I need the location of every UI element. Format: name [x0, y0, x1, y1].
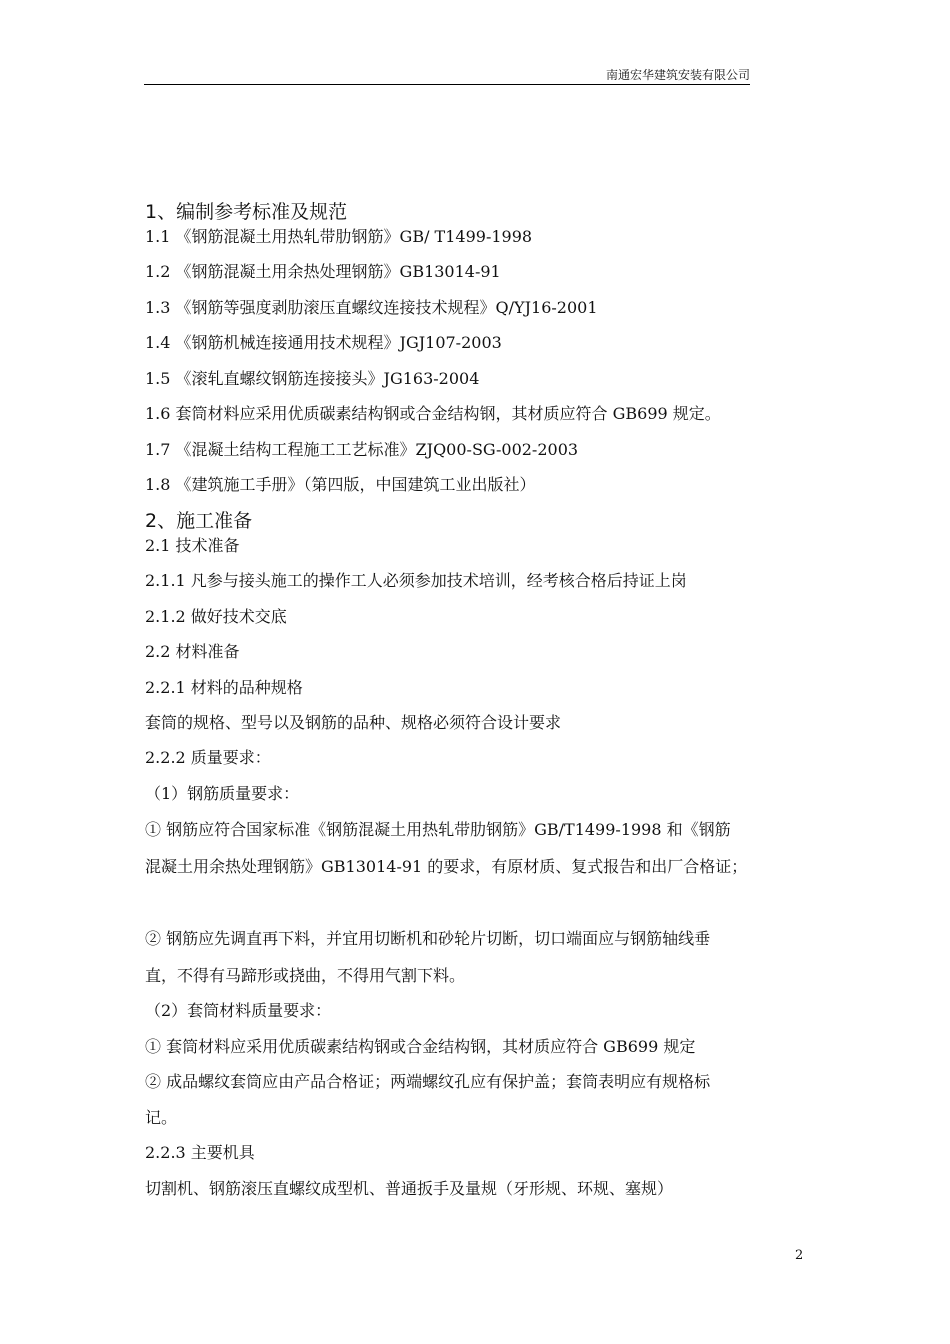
header-company-name: 南通宏华建筑安装有限公司: [605, 68, 750, 82]
subsection-heading: 2.1 技术准备: [145, 536, 240, 555]
section-1-title: 1、编制参考标准及规范: [145, 201, 348, 223]
subsection-heading: 2.2 材料准备: [145, 642, 240, 661]
body-line: 记。: [145, 1108, 178, 1127]
reference-item: 1.6 套筒材料应采用优质碳素结构钢或合金结构钢，其材质应符合 GB699 规定。: [145, 404, 721, 423]
reference-item: 1.2 《钢筋混凝土用余热处理钢筋》GB13014-91: [145, 262, 501, 281]
body-line: 套筒的规格、型号以及钢筋的品种、规格必须符合设计要求: [145, 713, 562, 732]
reference-item: 1.7 《混凝土结构工程施工工艺标准》ZJQ00-SG-002-2003: [145, 440, 579, 459]
reference-item: 1.5 《滚轧直螺纹钢筋连接接头》JG163-2004: [145, 369, 480, 388]
body-line: 2.2.2 质量要求：: [145, 748, 271, 767]
body-line: 混凝土用余热处理钢筋》GB13014-91 的要求，有原材质、复式报告和出厂合格证；: [145, 857, 748, 876]
body-line: ② 成品螺纹套筒应由产品合格证；两端螺纹孔应有保护盖；套筒表明应有规格标: [145, 1072, 711, 1091]
body-line: 2.2.1 材料的品种规格: [145, 678, 303, 697]
reference-item: 1.4 《钢筋机械连接通用技术规程》JGJ107-2003: [145, 333, 502, 352]
reference-item: 1.1 《钢筋混凝土用热轧带肋钢筋》GB/ T1499-1998: [145, 227, 533, 246]
body-line: ① 套筒材料应采用优质碳素结构钢或合金结构钢，其材质应符合 GB699 规定: [145, 1037, 696, 1056]
page-number: 2: [795, 1248, 804, 1263]
reference-item: 1.3 《钢筋等强度剥肋滚压直螺纹连接技术规程》Q/YJ16-2001: [145, 298, 598, 317]
reference-item: 1.8 《建筑施工手册》（第四版，中国建筑工业出版社）: [145, 475, 536, 494]
body-line: 直，不得有马蹄形或挠曲，不得用气割下料。: [145, 966, 466, 985]
body-line: ② 钢筋应先调直再下料，并宜用切断机和砂轮片切断，切口端面应与钢筋轴线垂: [145, 929, 711, 948]
body-line: ① 钢筋应符合国家标准《钢筋混凝土用热轧带肋钢筋》GB/T1499-1998 和《钢筋: [145, 820, 731, 839]
subsection-heading: 2.2.3 主要机具: [145, 1143, 255, 1162]
body-line: 2.1.2 做好技术交底: [145, 607, 287, 626]
body-line: （1）钢筋质量要求：: [145, 784, 300, 803]
body-line: （2）套筒材料质量要求：: [145, 1001, 332, 1020]
body-line: 切割机、钢筋滚压直螺纹成型机、普通扳手及量规（牙形规、环规、塞规）: [145, 1179, 674, 1198]
header-rule: [144, 84, 750, 85]
body-line: 2.1.1 凡参与接头施工的操作工人必须参加技术培训，经考核合格后持证上岗: [145, 571, 687, 590]
section-2-title: 2、施工准备: [145, 510, 253, 532]
